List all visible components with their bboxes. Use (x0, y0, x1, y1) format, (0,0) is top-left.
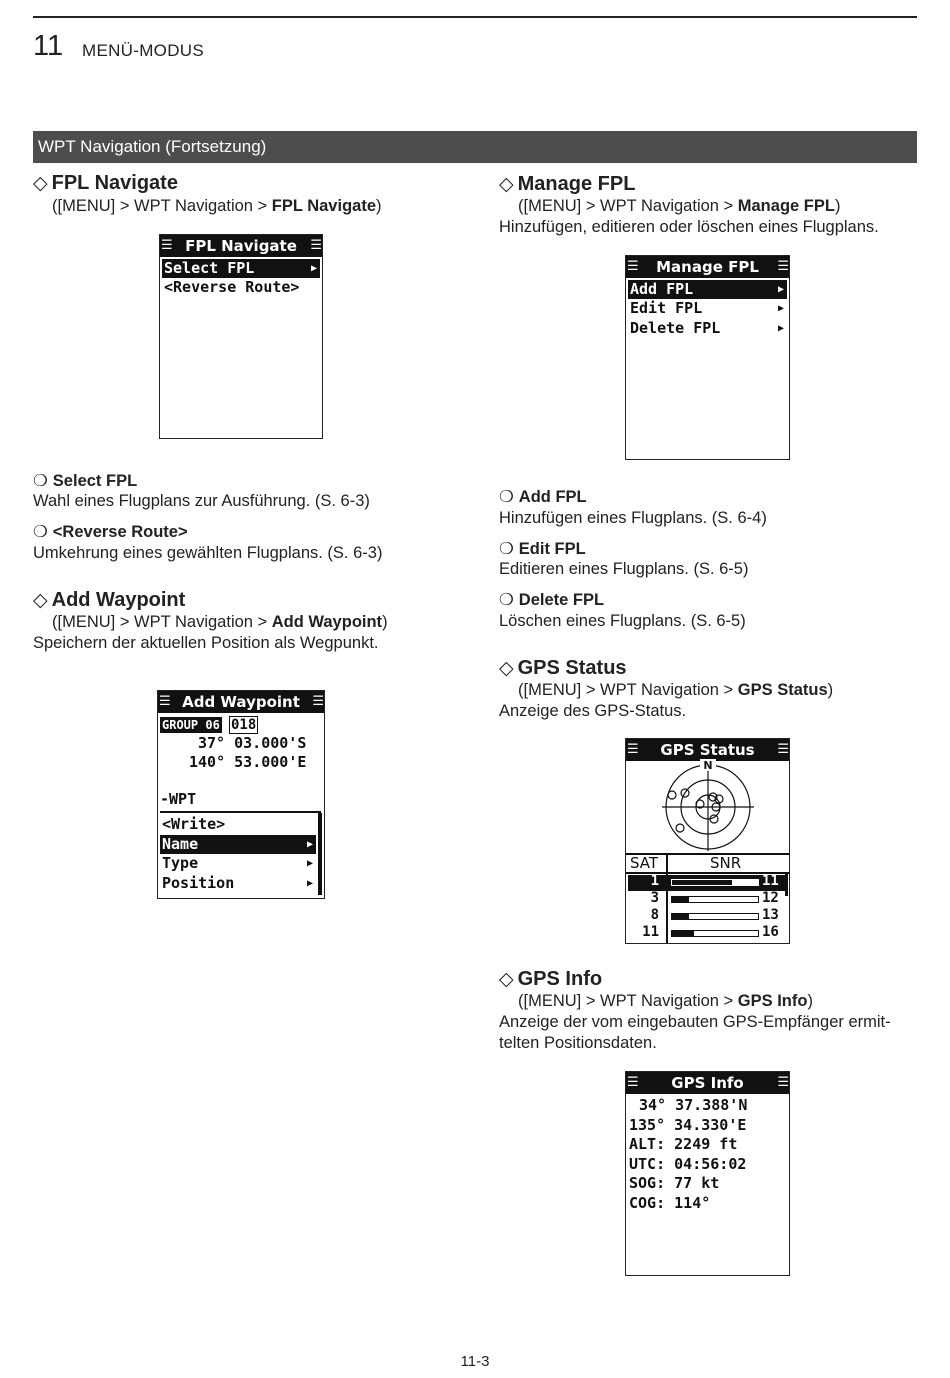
menu-item-type[interactable]: Type ▶ (162, 854, 313, 872)
diamond-icon: ◇ (499, 174, 514, 195)
menu-icon: ☰ (159, 694, 170, 709)
screen-title-bar: ☰ FPL Navigate ☰ (161, 237, 321, 255)
section-band: WPT Navigation (Fortsetzung) (33, 131, 917, 163)
gps-course-over-ground: COG: 114° (629, 1194, 711, 1212)
arrow-right-icon: ▶ (777, 323, 784, 334)
menu-item-write[interactable]: <Write> (162, 815, 226, 833)
scrollbar[interactable] (318, 813, 322, 895)
snr-value: 12 (762, 890, 779, 906)
screen-title-bar: ☰ GPS Info ☰ (627, 1074, 788, 1092)
menu-item-add-fpl[interactable]: Add FPL ▶ (628, 280, 787, 299)
snr-bar (671, 930, 759, 937)
snr-value: 16 (762, 924, 779, 940)
add-waypoint-path: ([MENU] > WPT Navigation > Add Waypoint) (52, 613, 388, 631)
diamond-icon: ◇ (33, 590, 48, 611)
snr-bar (671, 913, 759, 920)
scrollbar[interactable] (785, 874, 788, 896)
satellite-number: 3 (650, 890, 659, 906)
chapter-title: MENÜ-MODUS (82, 41, 204, 60)
menu-item-reverse-route[interactable]: <Reverse Route> (164, 278, 300, 296)
gps-info-screen (625, 1071, 790, 1276)
menu-icon: ☰ (777, 259, 788, 274)
arrow-right-icon: ▶ (306, 839, 313, 850)
add-waypoint-desc: Speichern der aktuellen Position als Wegpunkt. (33, 634, 379, 652)
satellite-number: 11 (642, 924, 659, 940)
fpl-navigate-path: ([MENU] > WPT Navigation > FPL Navigate) (52, 197, 382, 215)
snr-bar (671, 879, 759, 886)
menu-icon: ☰ (627, 1075, 638, 1090)
waypoint-group: GROUP 06 (162, 718, 220, 732)
circle-bullet-icon: ❍ (33, 523, 48, 541)
header-rule (33, 16, 917, 18)
menu-item-position[interactable]: Position ▶ (162, 874, 313, 892)
snr-value: 11 (762, 873, 779, 889)
snr-bar-fill (672, 914, 689, 919)
manage-fpl-heading: ◇ Manage FPL (499, 173, 636, 195)
gps-status-heading: ◇ GPS Status (499, 657, 627, 679)
circle-bullet-icon: ❍ (499, 540, 514, 558)
option-add-fpl-desc: Hinzufügen eines Flugplans. (S. 6-4) (499, 509, 767, 527)
waypoint-name: -WPT (160, 790, 197, 808)
add-waypoint-heading: ◇ Add Waypoint (33, 589, 186, 611)
snr-bar-fill (672, 880, 732, 885)
menu-icon: ☰ (161, 238, 172, 253)
gps-status-screen (625, 738, 790, 944)
arrow-right-icon: ▶ (306, 878, 313, 889)
menu-item-name[interactable]: Name ▶ (160, 835, 316, 854)
manage-fpl-screen (625, 255, 790, 460)
menu-icon: ☰ (312, 694, 323, 709)
gps-speed-over-ground: SOG: 77 kt (629, 1174, 720, 1192)
circle-bullet-icon: ❍ (499, 488, 514, 506)
gps-latitude: 34° 37.388'N (639, 1096, 748, 1114)
gps-info-desc-line1: Anzeige der vom eingebauten GPS-Empfänger ermit- (499, 1013, 891, 1031)
waypoint-latitude: 37° 03.000'S (198, 734, 307, 752)
screen-title-bar: ☰ Add Waypoint ☰ (159, 693, 323, 711)
menu-item-edit-fpl[interactable]: Edit FPL ▶ (630, 299, 784, 317)
snr-value: 13 (762, 907, 779, 923)
page-number: 11-3 (460, 1353, 490, 1370)
chapter-number: 11 (33, 30, 64, 62)
menu-icon: ☰ (310, 238, 321, 253)
diamond-icon: ◇ (499, 658, 514, 679)
circle-bullet-icon: ❍ (33, 472, 48, 490)
north-label: N (703, 759, 713, 772)
snr-bar-fill (672, 931, 694, 936)
gps-altitude: ALT: 2249 ft (629, 1135, 738, 1153)
divider (160, 811, 321, 813)
screen-title-bar: ☰ GPS Status ☰ (627, 741, 788, 759)
menu-icon: ☰ (777, 742, 788, 757)
circle-bullet-icon: ❍ (499, 591, 514, 609)
diamond-icon: ◇ (499, 969, 514, 990)
option-select-fpl-desc: Wahl eines Flugplans zur Ausführung. (S. 6-3) (33, 492, 370, 510)
menu-icon: ☰ (627, 259, 638, 274)
gps-info-path: ([MENU] > WPT Navigation > GPS Info) (518, 992, 813, 1010)
gps-status-path: ([MENU] > WPT Navigation > GPS Status) (518, 681, 834, 699)
gps-info-heading: ◇ GPS Info (499, 968, 603, 990)
option-delete-fpl-desc: Löschen eines Flugplans. (S. 6-5) (499, 612, 746, 630)
screen-title-bar: ☰ Manage FPL ☰ (627, 258, 788, 276)
satellite-number: 8 (650, 907, 659, 923)
waypoint-longitude: 140° 53.000'E (189, 753, 307, 771)
option-reverse-route-desc: Umkehrung eines gewählten Flugplans. (S. 6-3) (33, 544, 383, 562)
menu-item-delete-fpl[interactable]: Delete FPL ▶ (630, 319, 784, 337)
snr-bar (671, 896, 759, 903)
menu-icon: ☰ (777, 1075, 788, 1090)
option-edit-fpl-desc: Editieren eines Flugplans. (S. 6-5) (499, 560, 749, 578)
gps-info-desc-line2: telten Positionsdaten. (499, 1034, 657, 1052)
arrow-right-icon: ▶ (777, 284, 784, 295)
fpl-navigate-screen (159, 234, 323, 439)
option-reverse-route-title: ❍ <Reverse Route> (33, 523, 188, 541)
gps-utc-time: UTC: 04:56:02 (629, 1155, 747, 1173)
manage-fpl-desc: Hinzufügen, editieren oder löschen eines Flugplans. (499, 218, 879, 236)
snr-bar-fill (672, 897, 689, 902)
option-delete-fpl-title: ❍ Delete FPL (499, 591, 605, 609)
waypoint-number-field[interactable]: 018 (231, 717, 257, 733)
gps-longitude: 135° 34.330'E (629, 1116, 747, 1134)
option-edit-fpl-title: ❍ Edit FPL (499, 540, 586, 558)
arrow-right-icon: ▶ (777, 303, 784, 314)
manage-fpl-path: ([MENU] > WPT Navigation > Manage FPL) (518, 197, 841, 215)
add-waypoint-screen (157, 690, 325, 899)
arrow-right-icon: ▶ (310, 263, 317, 274)
gps-status-desc: Anzeige des GPS-Status. (499, 702, 687, 720)
satellite-number: 1 (650, 873, 659, 889)
fpl-navigate-heading: ◇ FPL Navigate (33, 172, 178, 194)
diamond-icon: ◇ (33, 173, 48, 194)
snr-column-header: SNR (710, 854, 742, 872)
satellite-sky-plot (656, 759, 760, 853)
menu-icon: ☰ (627, 742, 638, 757)
option-add-fpl-title: ❍ Add FPL (499, 488, 587, 506)
arrow-right-icon: ▶ (306, 858, 313, 869)
divider (666, 853, 668, 943)
menu-item-select-fpl[interactable]: Select FPL ▶ (162, 259, 320, 278)
sat-column-header: SAT (630, 854, 659, 872)
option-select-fpl-title: ❍ Select FPL (33, 472, 138, 490)
